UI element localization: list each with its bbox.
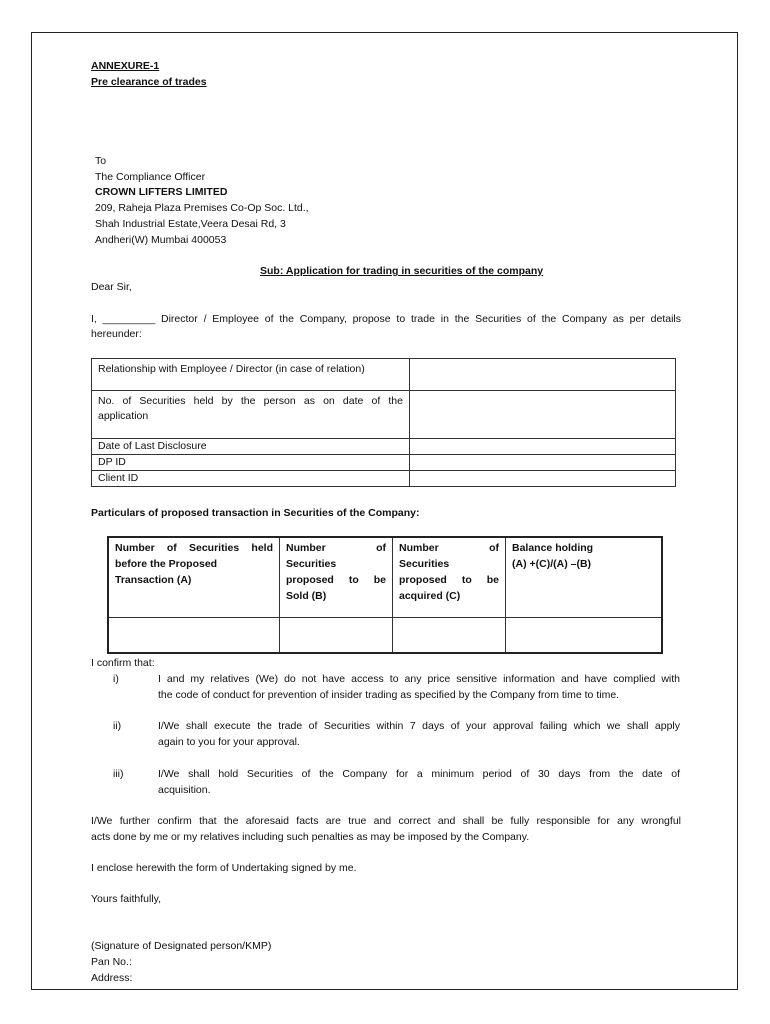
table-cell-value (410, 391, 676, 439)
confirm-heading: I confirm that: (91, 657, 155, 669)
table-row (92, 359, 676, 391)
subject-line: Sub: Application for trading in securities of the company (260, 265, 544, 277)
confirmation-number: ii) (113, 720, 122, 732)
address-label: Address: (91, 972, 133, 984)
confirmation-text: I/We shall hold Securities of the Company for a minimum period of 30 days from the date of (158, 768, 680, 780)
table-cell-label: DP ID (92, 455, 410, 471)
header-line: proposed to be (399, 574, 499, 586)
table-cell-empty (506, 617, 663, 653)
salutation: Dear Sir, (91, 281, 132, 293)
header-line: Securities (399, 558, 450, 570)
table-cell-label: Client ID (92, 471, 410, 487)
table-cell-label: Date of Last Disclosure (92, 439, 410, 455)
address-company: CROWN LIFTERS LIMITED (95, 186, 228, 198)
pan-label: Pan No.: (91, 956, 132, 968)
header-line: Number of (286, 542, 386, 554)
closing: Yours faithfully, (91, 893, 162, 905)
address-officer: The Compliance Officer (95, 171, 206, 183)
enclose-statement: I enclose herewith the form of Undertaking signed by me. (91, 862, 357, 874)
header-line: proposed to be (286, 574, 386, 586)
annexure-title: ANNEXURE-1 (91, 60, 160, 72)
table-cell-empty (280, 617, 393, 653)
table-row (92, 471, 676, 487)
table-row (92, 455, 676, 471)
header-line: Number of Securities held (115, 542, 273, 554)
intro-line2: hereunder: (91, 328, 142, 340)
header-cell-acquired (393, 537, 506, 617)
table-cell-label: Relationship with Employee / Director (in case of relation) (92, 359, 410, 391)
table-cell-empty (393, 617, 506, 653)
header-line: Sold (B) (286, 590, 327, 602)
confirmation-text: acquisition. (158, 784, 211, 796)
confirmation-number: i) (113, 673, 119, 685)
confirmation-number: iii) (113, 768, 124, 780)
table-cell-value (410, 455, 676, 471)
header-line: acquired (C) (399, 590, 461, 602)
table-header-row (108, 537, 662, 617)
further-confirm-line1: I/We further confirm that the aforesaid facts are true and correct and shall be fully responsible for any wrongful (91, 815, 681, 827)
address-line3: Andheri(W) Mumbai 400053 (95, 234, 227, 246)
intro-line1: I, _________ Director / Employee of the Company, propose to trade in the Securities of the Company as per details (91, 313, 681, 325)
header-line: before the Proposed (115, 558, 218, 570)
header-cell-sold (280, 537, 393, 617)
address-line1: 209, Raheja Plaza Premises Co-Op Soc. Ltd., (95, 202, 309, 214)
label-line: application (98, 410, 149, 422)
header-line: Securities (286, 558, 337, 570)
table-cell-value (410, 439, 676, 455)
transaction-table (107, 536, 663, 654)
table-row (92, 439, 676, 455)
header-line: (A) +(C)/(A) –(B) (512, 558, 592, 570)
table-row (108, 617, 662, 653)
table-cell-value (410, 359, 676, 391)
header-cell-balance (506, 537, 663, 617)
details-table (91, 358, 676, 487)
address-to: To (95, 155, 107, 167)
confirmation-text: I/We shall execute the trade of Securities within 7 days of your approval failing which we shall apply (158, 720, 680, 732)
table-row (92, 391, 676, 439)
confirmation-text: I and my relatives (We) do not have access to any price sensitive information and have complied with (158, 673, 680, 685)
confirmation-text: the code of conduct for prevention of insider trading as specified by the Company from time to time. (158, 689, 620, 701)
confirmation-text: again to you for your approval. (158, 736, 300, 748)
label-line: No. of Securities held by the person as on date of the (98, 395, 403, 407)
table-cell-empty (108, 617, 280, 653)
header-line: Transaction (A) (115, 574, 192, 586)
further-confirm-line2: acts done by me or my relatives including such penalties as may be imposed by the Company. (91, 831, 530, 843)
address-line2: Shah Industrial Estate,Veera Desai Rd, 3 (95, 218, 286, 230)
particulars-heading: Particulars of proposed transaction in Securities of the Company: (91, 507, 420, 519)
document-subtitle: Pre clearance of trades (91, 76, 207, 88)
table-cell-label (92, 391, 410, 439)
header-cell-held (108, 537, 280, 617)
table-cell-value (410, 471, 676, 487)
header-line: Number of (399, 542, 499, 554)
signature-label: (Signature of Designated person/KMP) (91, 940, 272, 952)
header-line: Balance holding (512, 542, 594, 554)
